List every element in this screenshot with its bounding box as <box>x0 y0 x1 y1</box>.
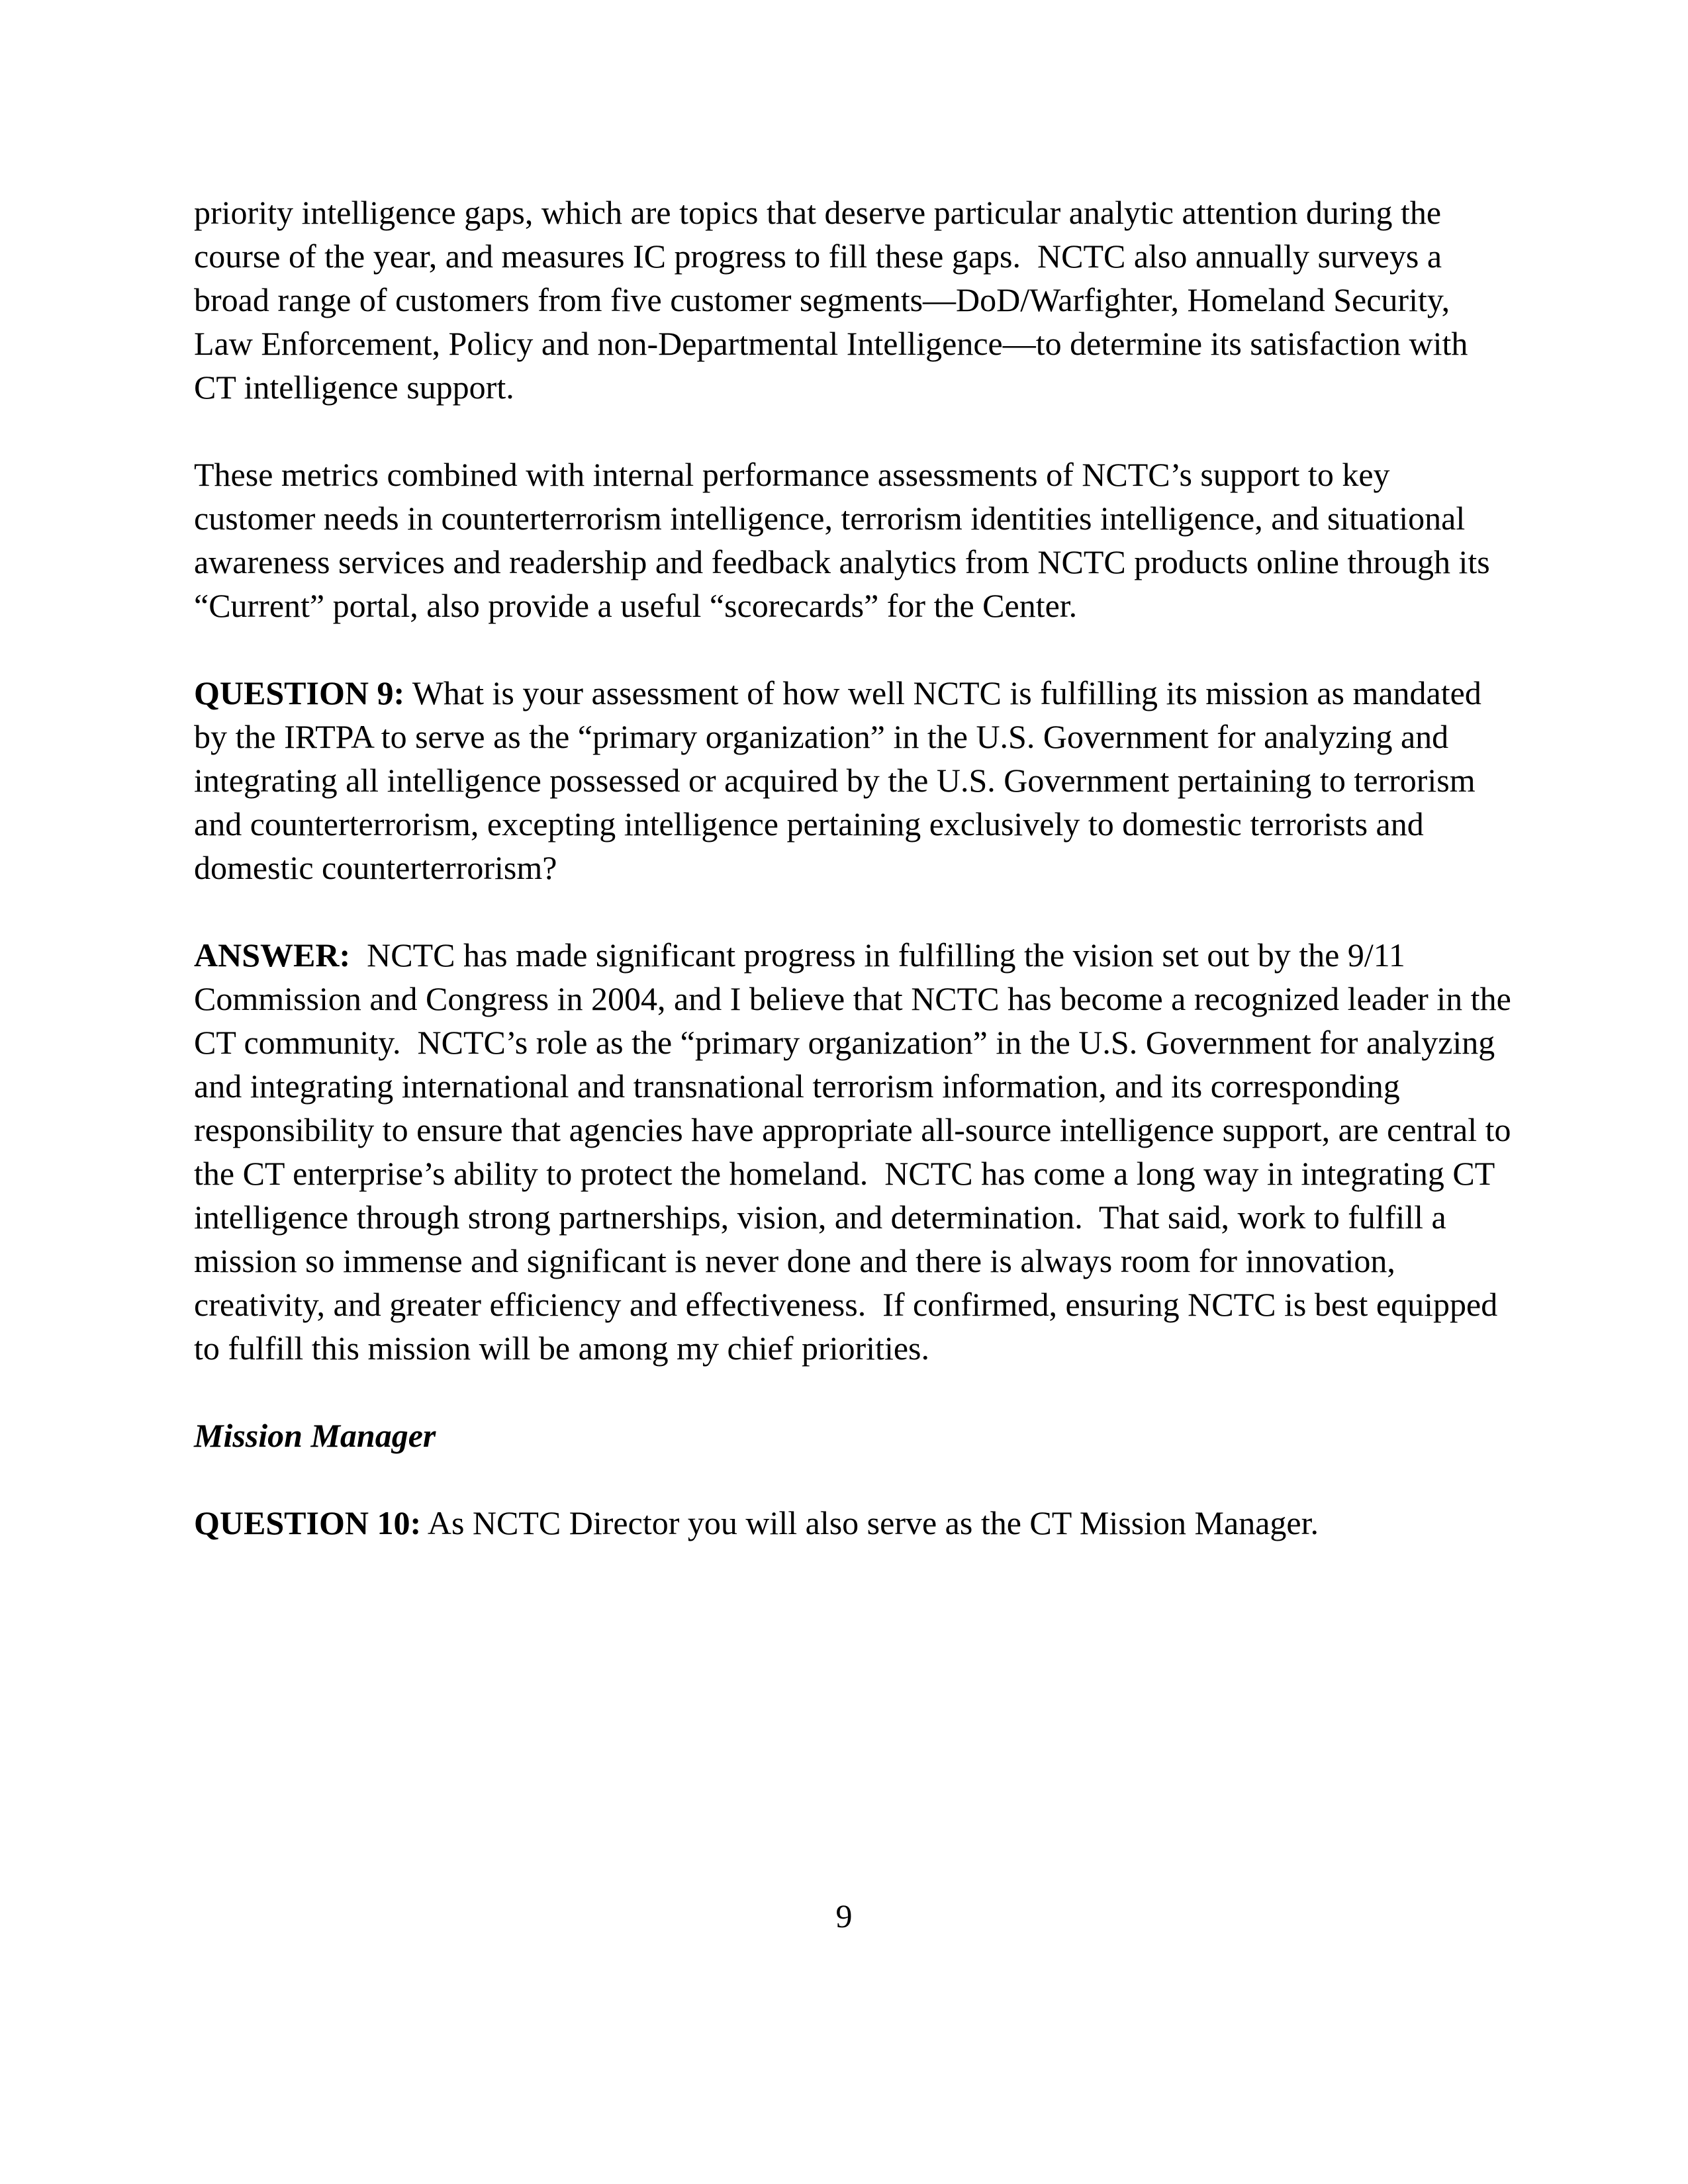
section-heading-mission-manager: Mission Manager <box>194 1417 436 1454</box>
question-9 <box>194 671 1511 889</box>
question-9-label: QUESTION 9: <box>194 674 405 711</box>
paragraph-metrics-scorecards: These metrics combined with internal performance assessments of NCTC’s support to key customer needs in counterterrorism intelligence, terrorism identities intelligence, and situational awareness services and readership and feedback analytics from NCTC products online through its “Current” portal, also provide a useful “scorecards” for the Center. <box>194 456 1499 624</box>
page-body <box>194 191 1520 1588</box>
question-10-text: As NCTC Director you will also serve as the CT Mission Manager. <box>421 1504 1319 1541</box>
answer-text: NCTC has made significant progress in fulfilling the vision set out by the 9/11 Commission and Congress in 2004, and I believe that NCTC has become a recognized leader in the CT community. NCTC’s role as the “primary organization” in the U.S. Government for analyzing and integrating international and transnational terrorism information, and its corresponding responsibility to ensure that agencies have appropriate all-source intelligence support, are central to the CT enterprise’s ability to protect the homeland. NCTC has come a long way in integrating CT intelligence through strong partnerships, vision, and determination. That said, work to fulfill a mission so immense and significant is never done and there is always room for innovation, creativity, and greater efficiency and effectiveness. If confirmed, ensuring NCTC is best equipped to fulfill this mission will be among my chief priorities. <box>194 936 1520 1367</box>
answer-9 <box>194 933 1520 1370</box>
answer-label: ANSWER: <box>194 936 351 974</box>
question-10-label: QUESTION 10: <box>194 1504 422 1541</box>
paragraph-priority-gaps: priority intelligence gaps, which are topics that deserve particular analytic attention during the course of the year, and measures IC progress to fill these gaps. NCTC also annually surveys a broad range of customers from five customer segments—DoD/Warfighter, Homeland Security, Law Enforcement, Policy and non-Departmental Intelligence—to determine its satisfaction with CT intelligence support. <box>194 194 1476 406</box>
question-9-text: What is your assessment of how well NCTC is fulfilling its mission as mandated by the IRTPA to serve as the “primary organization” in the U.S. Government for analyzing and integrating all intelligence possessed or acquired by the U.S. Government pertaining to terrorism and counterterrorism, excepting intelligence pertaining exclusively to domestic terrorists and domestic counterterrorism? <box>194 674 1490 886</box>
page-number: 9 <box>835 1897 853 1934</box>
question-10 <box>194 1501 1511 1545</box>
